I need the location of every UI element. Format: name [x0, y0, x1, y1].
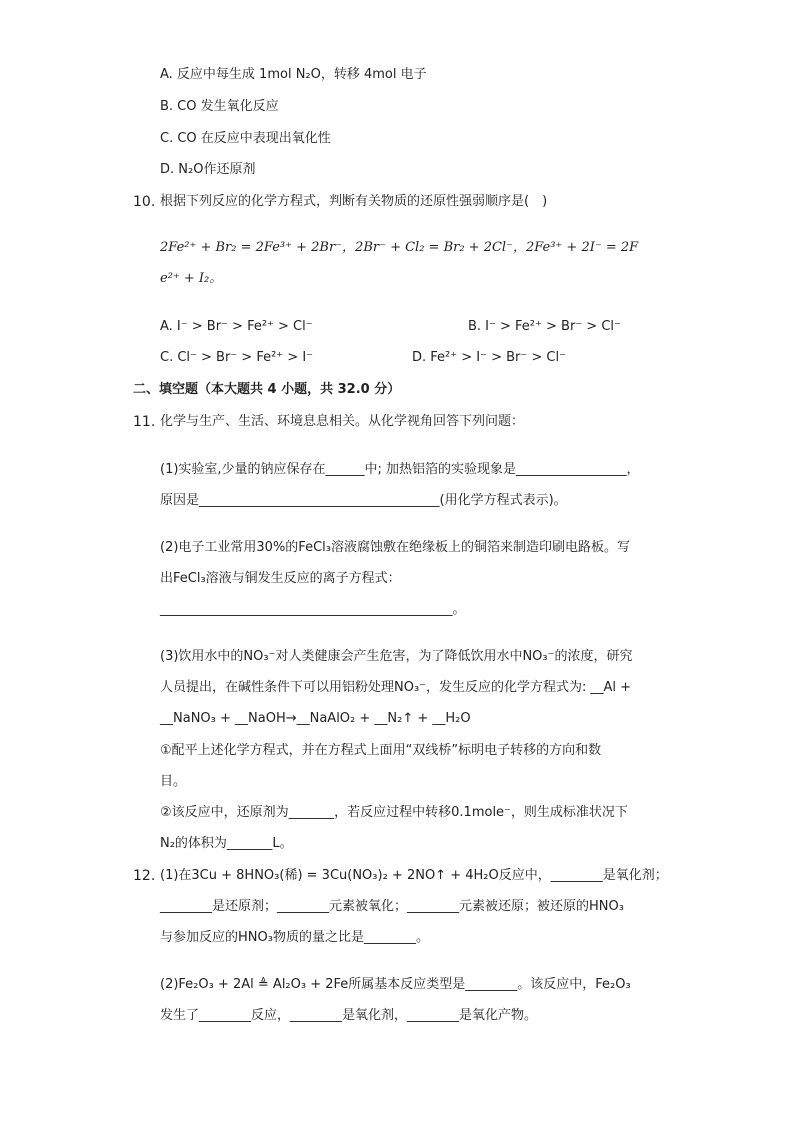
q10-equations-line1: 2Fe²⁺ + Br₂ = 2Fe³⁺ + 2Br⁻，2Br⁻ + Cl₂ = Br₂ + 2Cl⁻，2Fe³⁺ + 2I⁻ = 2F [160, 240, 639, 255]
q10-equations-line2: e²⁺ + I₂。 [160, 271, 223, 286]
q10-number: 10. [133, 194, 156, 210]
q12-part1-line1: (1)在3Cu + 8HNO₃(稀) = 3Cu(NO₃)₂ + 2NO↑ + 4H₂O反应中，________是氧化剂； [160, 868, 668, 883]
q10-option-d: D. Fe²⁺ > I⁻ > Br⁻ > Cl⁻ [412, 350, 566, 365]
q11-sub1-line1: ①配平上述化学方程式，并在方程式上面用“双线桥”标明电子转移的方向和数 [160, 743, 602, 758]
q11-part3-line2: 人员提出，在碱性条件下可以用铝粉处理NO₃⁻，发生反应的化学方程式为: __Al + [160, 680, 632, 695]
q12-part2-line2: 发生了________反应，________是氧化剂，________是氧化产物。 [160, 1008, 538, 1023]
q10-option-b: B. I⁻ > Fe²⁺ > Br⁻ > Cl⁻ [468, 319, 621, 334]
q11-part2-answer-line: _____________________________________________。 [160, 602, 466, 617]
q9-option-b: B. CO 发生氧化反应 [160, 99, 279, 114]
q11-sub2-line2: N₂的体积为_______L。 [160, 836, 293, 851]
q11-part1-line1: (1)实验室,少量的钠应保存在______中; 加热铝箔的实验现象是_________________， [160, 462, 640, 477]
q10-stem: 根据下列反应的化学方程式，判断有关物质的还原性强弱顺序是( ) [160, 194, 548, 209]
q11-part3-equation: __NaNO₃ + __NaOH→__NaAlO₂ + __N₂↑ + __H₂O [160, 711, 471, 726]
q12-part2-line1: (2)Fe₂O₃ + 2Al ≜ Al₂O₃ + 2Fe所属基本反应类型是________。该反应中，Fe₂O₃ [160, 977, 631, 992]
q11-part3-line1: (3)饮用水中的NO₃⁻对人类健康会产生危害，为了降低饮用水中NO₃⁻的浓度，研究 [160, 649, 633, 664]
q10-option-c: C. Cl⁻ > Br⁻ > Fe²⁺ > I⁻ [160, 350, 314, 365]
q11-sub1-line2: 目。 [160, 774, 187, 789]
q11-part1-line2: 原因是_____________________________________(用化学方程式表示)。 [160, 493, 567, 508]
q10-option-a: A. I⁻ > Br⁻ > Fe²⁺ > Cl⁻ [160, 319, 313, 334]
q9-option-c: C. CO 在反应中表现出氧化性 [160, 131, 331, 146]
q12-number: 12. [133, 868, 156, 884]
q9-option-d: D. N₂O作还原剂 [160, 162, 256, 177]
q11-part2-line2: 出FeCl₃溶液与铜发生反应的离子方程式： [160, 571, 401, 586]
q11-stem: 化学与生产、生活、环境息息相关。从化学视角回答下列问题： [160, 414, 525, 429]
q11-number: 11. [133, 414, 156, 430]
q11-sub2-line1: ②该反应中，还原剂为_______，若反应过程中转移0.1mole⁻，则生成标准状况下 [160, 805, 628, 820]
q12-part1-line3: 与参加反应的HNO₃物质的量之比是________。 [160, 930, 429, 945]
section-heading-fill-in: 二、填空题（本大题共 4 小题，共 32.0 分） [133, 382, 401, 397]
q9-option-a: A. 反应中每生成 1mol N₂O，转移 4mol 电子 [160, 67, 427, 82]
q12-part1-line2: ________是还原剂；________元素被氧化；________元素被还原；被还原的HNO₃ [160, 899, 624, 914]
q11-part2-line1: (2)电子工业常用30%的FeCl₃溶液腐蚀敷在绝缘板上的铜箔来制造印刷电路板。写 [160, 540, 630, 555]
